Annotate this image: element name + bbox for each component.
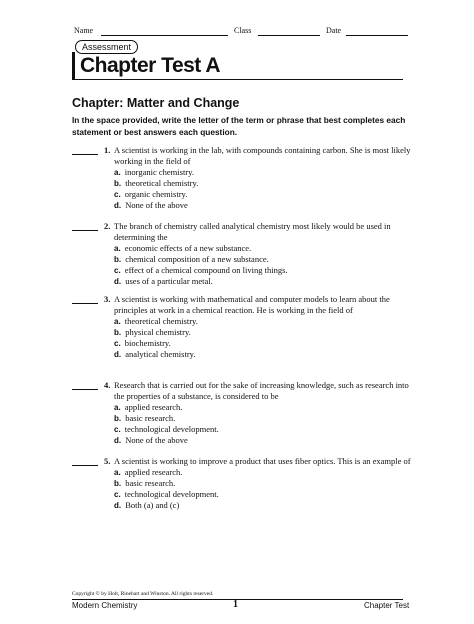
answer-options: [114, 467, 412, 511]
option-text: organic chemistry.: [124, 189, 188, 199]
option-text: effect of a chemical compound on living things.: [124, 265, 288, 275]
footer-section: Chapter Test: [364, 601, 410, 610]
option-b: [114, 327, 412, 338]
option-letter: c.: [114, 190, 121, 199]
question-number: 2.: [104, 221, 111, 231]
option-letter: a.: [114, 168, 121, 177]
option-letter: d.: [114, 436, 122, 445]
answer-blank[interactable]: [72, 154, 98, 155]
option-text: inorganic chemistry.: [124, 167, 194, 177]
option-c: [114, 424, 412, 435]
option-letter: a.: [114, 468, 121, 477]
name-label: Name: [74, 26, 94, 35]
page-title: Chapter Test A: [80, 54, 221, 77]
option-text: basic research.: [125, 478, 176, 488]
title-divider: [72, 79, 403, 80]
question-4: [72, 380, 412, 446]
answer-options: [114, 167, 412, 211]
option-letter: b.: [114, 328, 122, 337]
option-text: basic research.: [125, 413, 176, 423]
option-letter: b.: [114, 179, 122, 188]
answer-blank[interactable]: [72, 389, 98, 390]
answer-options: [114, 316, 412, 360]
option-text: None of the above: [125, 435, 188, 445]
copyright-notice: Copyright © by Holt, Rinehart and Winston. All rights reserved.: [72, 591, 214, 597]
title-accent-bar: [72, 52, 75, 79]
question-stem: A scientist is working with mathematical and computer models to learn about the principles at work in a chemical reaction. He is working in the field of: [114, 294, 390, 315]
option-letter: b.: [114, 414, 122, 423]
question-number: 3.: [104, 294, 111, 304]
option-text: chemical composition of a new substance.: [125, 254, 269, 264]
question-stem: A scientist is working in the lab, with compounds containing carbon. She is most likely working in the field of: [114, 145, 411, 166]
option-text: theoretical chemistry.: [124, 316, 198, 326]
date-label: Date: [326, 26, 342, 35]
option-text: physical chemistry.: [125, 327, 191, 337]
option-letter: d.: [114, 201, 122, 210]
option-text: economic effects of a new substance.: [124, 243, 252, 253]
option-c: [114, 189, 412, 200]
answer-blank[interactable]: [72, 303, 98, 304]
option-b: [114, 413, 412, 424]
option-a: [114, 316, 412, 327]
option-c: [114, 265, 412, 276]
option-text: applied research.: [124, 402, 183, 412]
date-line: [346, 35, 408, 36]
question-1: [72, 145, 412, 211]
option-b: [114, 254, 412, 265]
option-text: analytical chemistry.: [125, 349, 196, 359]
question-number: 1.: [104, 145, 111, 155]
option-text: Both (a) and (c): [125, 500, 180, 510]
option-letter: c.: [114, 490, 121, 499]
answer-options: [114, 402, 412, 446]
answer-blank[interactable]: [72, 230, 98, 231]
question-number: 5.: [104, 456, 111, 466]
class-label: Class: [234, 26, 252, 35]
option-letter: b.: [114, 479, 122, 488]
page-number: 1: [233, 599, 238, 610]
option-letter: c.: [114, 266, 121, 275]
option-letter: c.: [114, 339, 121, 348]
option-text: theoretical chemistry.: [125, 178, 199, 188]
class-line: [258, 35, 320, 36]
option-d: [114, 200, 412, 211]
option-letter: d.: [114, 277, 122, 286]
option-a: [114, 467, 412, 478]
option-b: [114, 178, 412, 189]
question-5: [72, 456, 412, 511]
question-stem: Research that is carried out for the sake of increasing knowledge, such as research into the properties of a substance, is considered to be: [114, 380, 409, 401]
option-letter: c.: [114, 425, 121, 434]
student-header: [74, 26, 408, 40]
footer-book-title: Modern Chemistry: [72, 601, 138, 610]
option-letter: a.: [114, 244, 121, 253]
question-stem: A scientist is working to improve a product that uses fiber optics. This is an example of: [114, 456, 411, 466]
option-d: [114, 349, 412, 360]
option-text: None of the above: [125, 200, 188, 210]
assessment-badge: Assessment: [75, 40, 138, 54]
option-a: [114, 243, 412, 254]
option-letter: a.: [114, 317, 121, 326]
question-2: [72, 221, 412, 287]
option-text: applied research.: [124, 467, 183, 477]
option-a: [114, 402, 412, 413]
question-3: [72, 294, 412, 360]
instructions: In the space provided, write the letter of the term or phrase that best completes each statement or best answers each question.: [72, 115, 406, 137]
option-b: [114, 478, 412, 489]
question-stem: The branch of chemistry called analytical chemistry most likely would be used in determining the: [114, 221, 391, 242]
question-number: 4.: [104, 380, 111, 390]
option-letter: d.: [114, 501, 122, 510]
option-c: [114, 338, 412, 349]
option-text: technological development.: [124, 489, 219, 499]
option-a: [114, 167, 412, 178]
option-letter: a.: [114, 403, 121, 412]
option-text: technological development.: [124, 424, 219, 434]
answer-options: [114, 243, 412, 287]
option-letter: b.: [114, 255, 122, 264]
option-d: [114, 435, 412, 446]
option-text: biochemistry.: [124, 338, 171, 348]
option-d: [114, 276, 412, 287]
name-line: [101, 35, 228, 36]
answer-blank[interactable]: [72, 465, 98, 466]
option-text: uses of a particular metal.: [125, 276, 213, 286]
option-c: [114, 489, 412, 500]
chapter-heading: Chapter: Matter and Change: [72, 96, 240, 110]
option-d: [114, 500, 412, 511]
option-letter: d.: [114, 350, 122, 359]
